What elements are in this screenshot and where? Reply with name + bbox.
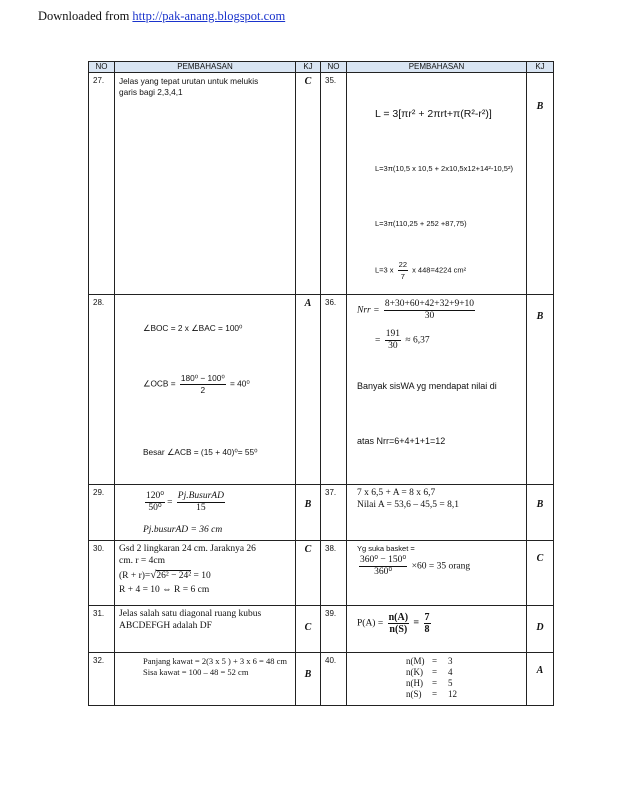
explanation-line: Sisa kawat = 100 – 48 = 52 cm bbox=[143, 667, 249, 677]
formula-line: L=3π(10,5 x 10,5 + 2x10,5x12+14²-10,5²) bbox=[375, 164, 513, 173]
formula-line bbox=[357, 555, 470, 578]
explanation-cell bbox=[115, 606, 296, 653]
answer-key: B bbox=[536, 499, 544, 510]
fraction bbox=[388, 612, 409, 635]
explanation-cell bbox=[115, 541, 296, 606]
explanation-line: cm. r = 4cm bbox=[119, 556, 165, 566]
header-pembahasan: PEMBAHASAN bbox=[115, 62, 296, 73]
answer-key-cell bbox=[527, 295, 554, 485]
set-value: 5 bbox=[448, 678, 453, 688]
answer-key-cell bbox=[527, 653, 554, 706]
download-note-label: Downloaded from bbox=[38, 9, 133, 23]
explanation-cell bbox=[115, 653, 296, 706]
answer-key: A bbox=[536, 665, 544, 676]
answer-key: C bbox=[304, 76, 312, 87]
answer-key: B bbox=[536, 311, 544, 322]
explanation-line: Yg suka basket = bbox=[357, 544, 415, 553]
set-label: n(H) bbox=[406, 678, 423, 688]
formula-suffix: ×60 = 35 orang bbox=[411, 561, 471, 572]
question-number: 35. bbox=[321, 73, 347, 295]
equals-sign: = bbox=[432, 678, 438, 688]
explanation-cell bbox=[347, 485, 527, 541]
formula-suffix: ≈ 6,37 bbox=[405, 335, 430, 346]
explanation-line: Panjang kawat = 2(3 x 5 ) + 3 x 6 = 48 cm bbox=[143, 656, 287, 666]
formula-line bbox=[375, 259, 466, 282]
fraction-denominator: 30 bbox=[388, 341, 398, 351]
fraction-numerator: Pj.BusurAD bbox=[177, 491, 224, 501]
answer-key: B bbox=[536, 101, 544, 112]
explanation-cell bbox=[347, 606, 527, 653]
fraction bbox=[180, 373, 226, 396]
fraction bbox=[384, 299, 475, 322]
list-item bbox=[406, 667, 457, 678]
fraction-denominator: 50⁰ bbox=[148, 503, 162, 513]
question-number: 39. bbox=[321, 606, 347, 653]
answer-key-cell bbox=[296, 485, 321, 541]
header-no: NO bbox=[321, 62, 347, 73]
explanation-line: Jelas salah satu diagonal ruang kubus bbox=[119, 609, 262, 619]
table-row bbox=[89, 653, 554, 706]
explanation-line bbox=[143, 373, 250, 396]
explanation-line: Jelas yang tepat urutan untuk melukis bbox=[119, 76, 259, 86]
explanation-line: Banyak sisWA yg mendapat nilai di bbox=[357, 381, 497, 391]
question-number: 40. bbox=[321, 653, 347, 706]
answer-table bbox=[88, 61, 554, 706]
formula-line: L = 3[πr² + 2πrt+π(R²-r²)] bbox=[375, 108, 492, 120]
fraction-denominator: 360⁰ bbox=[374, 567, 393, 577]
answer-key-cell bbox=[296, 73, 321, 295]
equals-sign: = bbox=[432, 667, 438, 677]
formula-suffix: = 10 bbox=[193, 571, 211, 581]
answer-key: C bbox=[304, 622, 312, 633]
formula-prefix: ∠OCB = bbox=[143, 378, 176, 389]
formula-prefix: P(A) = bbox=[357, 618, 384, 629]
answer-key-cell bbox=[527, 485, 554, 541]
formula-line bbox=[357, 299, 477, 322]
set-value: 12 bbox=[448, 689, 457, 699]
formula-prefix: = bbox=[375, 335, 381, 346]
answer-key: C bbox=[536, 553, 544, 564]
fraction bbox=[177, 491, 225, 514]
question-number: 27. bbox=[89, 73, 115, 295]
fraction-numerator: 7 bbox=[424, 612, 430, 623]
fraction-numerator: 191 bbox=[385, 329, 400, 339]
fraction-numerator: 120⁰ bbox=[146, 491, 165, 501]
explanation-line: atas Nrr=6+4+1+1=12 bbox=[357, 436, 446, 446]
explanation-cell bbox=[347, 295, 527, 485]
fraction-denominator: 30 bbox=[424, 311, 435, 321]
answer-key: A bbox=[304, 298, 312, 309]
formula-line: Pj.busurAD = 36 cm bbox=[143, 525, 223, 535]
formula-prefix: L=3 x bbox=[375, 265, 394, 275]
question-number: 36. bbox=[321, 295, 347, 485]
answer-key-cell bbox=[296, 653, 321, 706]
answer-key-cell bbox=[296, 606, 321, 653]
set-label: n(M) bbox=[406, 656, 425, 666]
question-number: 31. bbox=[89, 606, 115, 653]
set-label: n(S) bbox=[406, 689, 422, 699]
fraction bbox=[359, 555, 407, 578]
explanation-line: Gsd 2 lingkaran 24 cm. Jaraknya 26 bbox=[119, 544, 256, 554]
formula-line bbox=[357, 612, 433, 635]
explanation-line: R + 4 = 10 ⇔ R = 6 cm bbox=[119, 585, 210, 595]
fraction bbox=[145, 491, 165, 514]
explanation-cell bbox=[115, 73, 296, 295]
equals-sign: = bbox=[413, 617, 420, 629]
fraction bbox=[385, 329, 401, 352]
fraction-denominator: 8 bbox=[424, 624, 430, 635]
explanation-line: ∠BOC = 2 x ∠BAC = 100⁰ bbox=[143, 323, 243, 333]
fraction-numerator: 180⁰ − 100⁰ bbox=[180, 373, 225, 383]
header-kj: KJ bbox=[296, 62, 321, 73]
set-value: 4 bbox=[448, 667, 453, 677]
fraction bbox=[424, 612, 431, 635]
explanation-line: Nilai A = 53,6 – 45,5 = 8,1 bbox=[357, 500, 460, 510]
answer-key-cell bbox=[296, 295, 321, 485]
fraction-numerator: 8+30+60+42+32+9+10 bbox=[384, 299, 475, 309]
explanation-cell bbox=[115, 485, 296, 541]
fraction-denominator: 7 bbox=[400, 272, 405, 281]
question-number: 32. bbox=[89, 653, 115, 706]
formula-prefix: (R + r)= bbox=[119, 571, 151, 581]
explanation-cell bbox=[347, 73, 527, 295]
table-row bbox=[89, 541, 554, 606]
formula-prefix: Nrr = bbox=[357, 305, 380, 316]
list-item bbox=[406, 689, 457, 700]
answer-key: C bbox=[304, 544, 312, 555]
explanation-cell bbox=[115, 295, 296, 485]
explanation-line: 7 x 6,5 + A = 8 x 6,7 bbox=[357, 488, 436, 498]
answer-key: B bbox=[304, 499, 312, 510]
question-number: 30. bbox=[89, 541, 115, 606]
set-value: 3 bbox=[448, 656, 453, 666]
formula-suffix: x 448=4224 cm² bbox=[412, 265, 467, 275]
formula-suffix: = 40⁰ bbox=[230, 378, 250, 389]
fraction-denominator: n(S) bbox=[389, 624, 408, 635]
answer-key: D bbox=[536, 622, 544, 633]
explanation-line: Besar ∠ACB = (15 + 40)⁰= 55⁰ bbox=[143, 447, 258, 457]
list-item bbox=[406, 656, 457, 667]
table-header-row bbox=[89, 62, 554, 73]
set-label: n(K) bbox=[406, 667, 423, 677]
header-pembahasan: PEMBAHASAN bbox=[347, 62, 527, 73]
fraction-denominator: 15 bbox=[196, 503, 206, 513]
explanation-line: garis bagi 2,3,4,1 bbox=[119, 87, 183, 97]
formula-line: $\frac{\text{120⁰}}{\text{50⁰}}$ = $\frac{\text{Pj.BusurAD}}{15}$ bbox=[146, 491, 224, 513]
radicand: 26² − 24² bbox=[156, 571, 192, 581]
answer-key-cell bbox=[296, 541, 321, 606]
question-number: 37. bbox=[321, 485, 347, 541]
equals-sign: = bbox=[432, 689, 438, 699]
set-count-list bbox=[406, 656, 457, 700]
table-row bbox=[89, 295, 554, 485]
question-number: 29. bbox=[89, 485, 115, 541]
answer-key-cell bbox=[527, 541, 554, 606]
fraction-denominator: 2 bbox=[200, 385, 206, 395]
table-row bbox=[89, 606, 554, 653]
explanation-line: ABCDEFGH adalah DF bbox=[119, 621, 212, 631]
answer-key: B bbox=[304, 669, 312, 680]
question-number: 38. bbox=[321, 541, 347, 606]
fraction-numerator: 22 bbox=[398, 260, 407, 269]
header-kj: KJ bbox=[527, 62, 554, 73]
formula-line: L=3π(110,25 + 252 +87,75) bbox=[375, 219, 467, 228]
fraction bbox=[398, 259, 408, 282]
list-item bbox=[406, 678, 457, 689]
explanation-cell bbox=[347, 541, 527, 606]
formula-line bbox=[375, 329, 430, 352]
equals-sign: = bbox=[432, 656, 438, 666]
table-row bbox=[89, 73, 554, 295]
fraction-numerator: n(A) bbox=[388, 612, 409, 623]
table-row bbox=[89, 485, 554, 541]
download-link[interactable]: http://pak-anang.blogspot.com bbox=[132, 9, 286, 23]
explanation-line: (R + r)=√26² − 24² = 10 bbox=[119, 569, 211, 581]
answer-key-cell bbox=[527, 606, 554, 653]
explanation-cell bbox=[347, 653, 527, 706]
header-no: NO bbox=[89, 62, 115, 73]
answer-key-cell bbox=[527, 73, 554, 295]
download-note bbox=[38, 9, 285, 24]
fraction-numerator: 360⁰ − 150⁰ bbox=[360, 555, 407, 565]
question-number: 28. bbox=[89, 295, 115, 485]
